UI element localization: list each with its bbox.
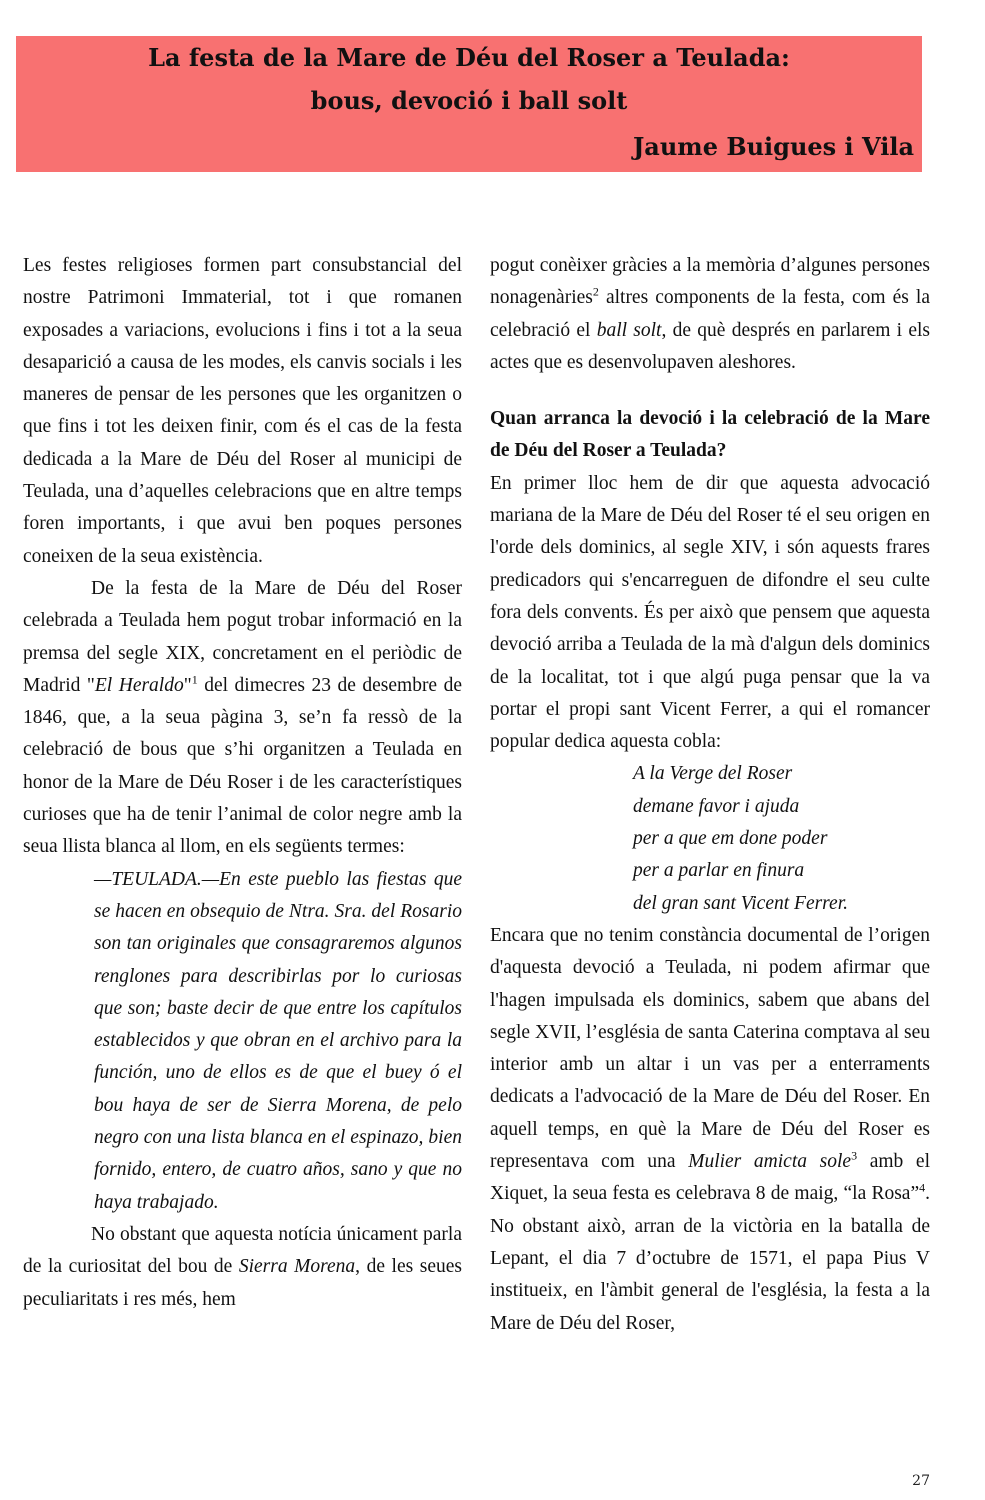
article-title-line-2: bous, devoció i ball solt <box>310 86 628 115</box>
paragraph-intro: Les festes religioses formen part consubstancial del nostre Patrimoni Immaterial, tot i que romanen exposades a variacions, evolucions i fins i tot a la seua desaparició a causa de les modes, els canvis socials i les maneres de pensar de les persones que les organitzen o que fins i tot les deixen finir, com és el cas de la festa dedicada a la Mare de Déu del Roser al municipi de Teulada, una d’aquelles celebracions que en altre temps foren importants, i que avui ben poques persones coneixen de la seua existència. <box>23 255 462 567</box>
footnote-ref-3: 3 <box>851 1148 858 1163</box>
paragraph-memory-text-c: , de què després en parlarem i els actes que es desenvolupaven aleshores. <box>490 319 930 373</box>
paragraph-altar-text-c: . No obstant això, arran de la victòria en la batalla de Lepant, el dia 7 d’octubre de 1571, el papa Pius V institueix, en l'àmbit general de l'església, la festa a la Mare de Déu del Roser, <box>490 1183 930 1334</box>
page-number: 27 <box>912 1473 930 1489</box>
paragraph-bull-text-b: , de les seues peculiaritats i res més, hem <box>23 1256 463 1310</box>
paragraph-press <box>23 573 462 864</box>
section-heading: Quan arranca la devoció i la celebració de la Mare de Déu del Roser a Teulada? <box>490 408 930 462</box>
paragraph-bull <box>23 1219 462 1316</box>
place-name-italic: Sierra Morena <box>238 1256 356 1278</box>
paragraph-altar-text-a: Encara que no tenim constància documental de l’origen d'aquesta devoció a Teulada, ni podem afirmar que l'hagen impulsada els dominics, sabem que abans del segle XVII, l’església de santa Caterina comptava al seu interior amb un altar i un vas per a enterraments dedicats a l'advocació de la Mare de Déu del Roser. En aquell temps, en què la Mare de Déu del Roser es representava com una <box>490 924 930 1173</box>
paragraph-memory-text-b: altres components de la festa, com és la celebració el <box>490 287 930 341</box>
verse-line: per a que em done poder <box>633 828 828 850</box>
footnote-ref-4: 4 <box>919 1180 926 1195</box>
paragraph-altar <box>490 920 930 1340</box>
footnote-ref-1: 1 <box>191 672 198 687</box>
paragraph-memory-text-a: pogut conèixer gràcies a la memòria d’algunes persones nonagenàries <box>490 255 930 309</box>
verse-line: per a parlar en finura <box>633 860 805 882</box>
paragraph-memory <box>490 250 930 379</box>
verse-line: demane favor i ajuda <box>633 795 800 817</box>
block-quote: —TEULADA.—En este pueblo las fiestas que se hacen en obsequio de Ntra. Sra. del Rosario son tan originales que consagraremos algunos renglones para describirlas por lo curiosas que son; baste decir de que entre los capítulos establecidos y que obran en el archivo para la función, uno de ellos es de que el buey ó el bou haya de ser de Sierra Morena, de pelo negro con una lista blanca en el espinazo, bien fornido, entero, de cuatro años, sano y que no haya trabajado. <box>94 868 462 1213</box>
paragraph-press-quote-mark: " <box>183 674 192 696</box>
ball-solt-italic: ball solt <box>596 319 662 341</box>
paragraph-bull-text-a: No obstant que aquesta notícia únicament parla de la curiositat del bou de <box>23 1223 462 1278</box>
paragraph-altar-text-b: amb el Xiquet, la seua festa es celebrava 8 de maig, “la Rosa” <box>490 1151 931 1205</box>
verse-line: del gran sant Vicent Ferrer. <box>633 892 849 914</box>
article-author: Jaume Buigues i Vila <box>632 132 914 161</box>
mulier-italic: Mulier amicta sole <box>688 1151 852 1173</box>
verse-block <box>633 758 930 919</box>
left-column <box>23 250 462 1316</box>
right-column <box>490 250 930 1340</box>
paragraph-origin: En primer lloc hem de dir que aquesta advocació mariana de la Mare de Déu del Roser té el seu origen en l'orde dels dominics, al segle XIV, i són aquests frares predicadors qui s'encarreguen de difondre el seu culte fora dels convents. És per això que pensem que aquesta devoció arriba a Teulada de la mà d'algun dels dominics de la localitat, tot i que algú puga pensar que la va portar el propi sant Vicent Ferrer, a qui el romancer popular dedica aquesta cobla: <box>490 472 930 753</box>
newspaper-name: El Heraldo <box>94 674 184 696</box>
verse-line: A la Verge del Roser <box>633 763 793 785</box>
paragraph-press-text-c: del dimecres 23 de desembre de 1846, que, a la seua pàgina 3, se’n fa ressò de la celebració de bous que s’hi organitzen a Teulada en honor de la Mare de Déu Roser i de les característiques curioses que ha de tenir l’animal de color negre amb la seua llista blanca al llom, en els següents termes: <box>23 674 463 858</box>
title-banner <box>16 36 922 172</box>
footnote-ref-2: 2 <box>592 284 599 299</box>
paragraph-press-text-a: De la festa de la Mare de Déu del Roser celebrada a Teulada hem pogut trobar informació en la premsa del segle XIX, concretament en el periòdic de Madrid " <box>23 577 462 696</box>
article-title-line-1: La festa de la Mare de Déu del Roser a Teulada: <box>148 43 790 72</box>
